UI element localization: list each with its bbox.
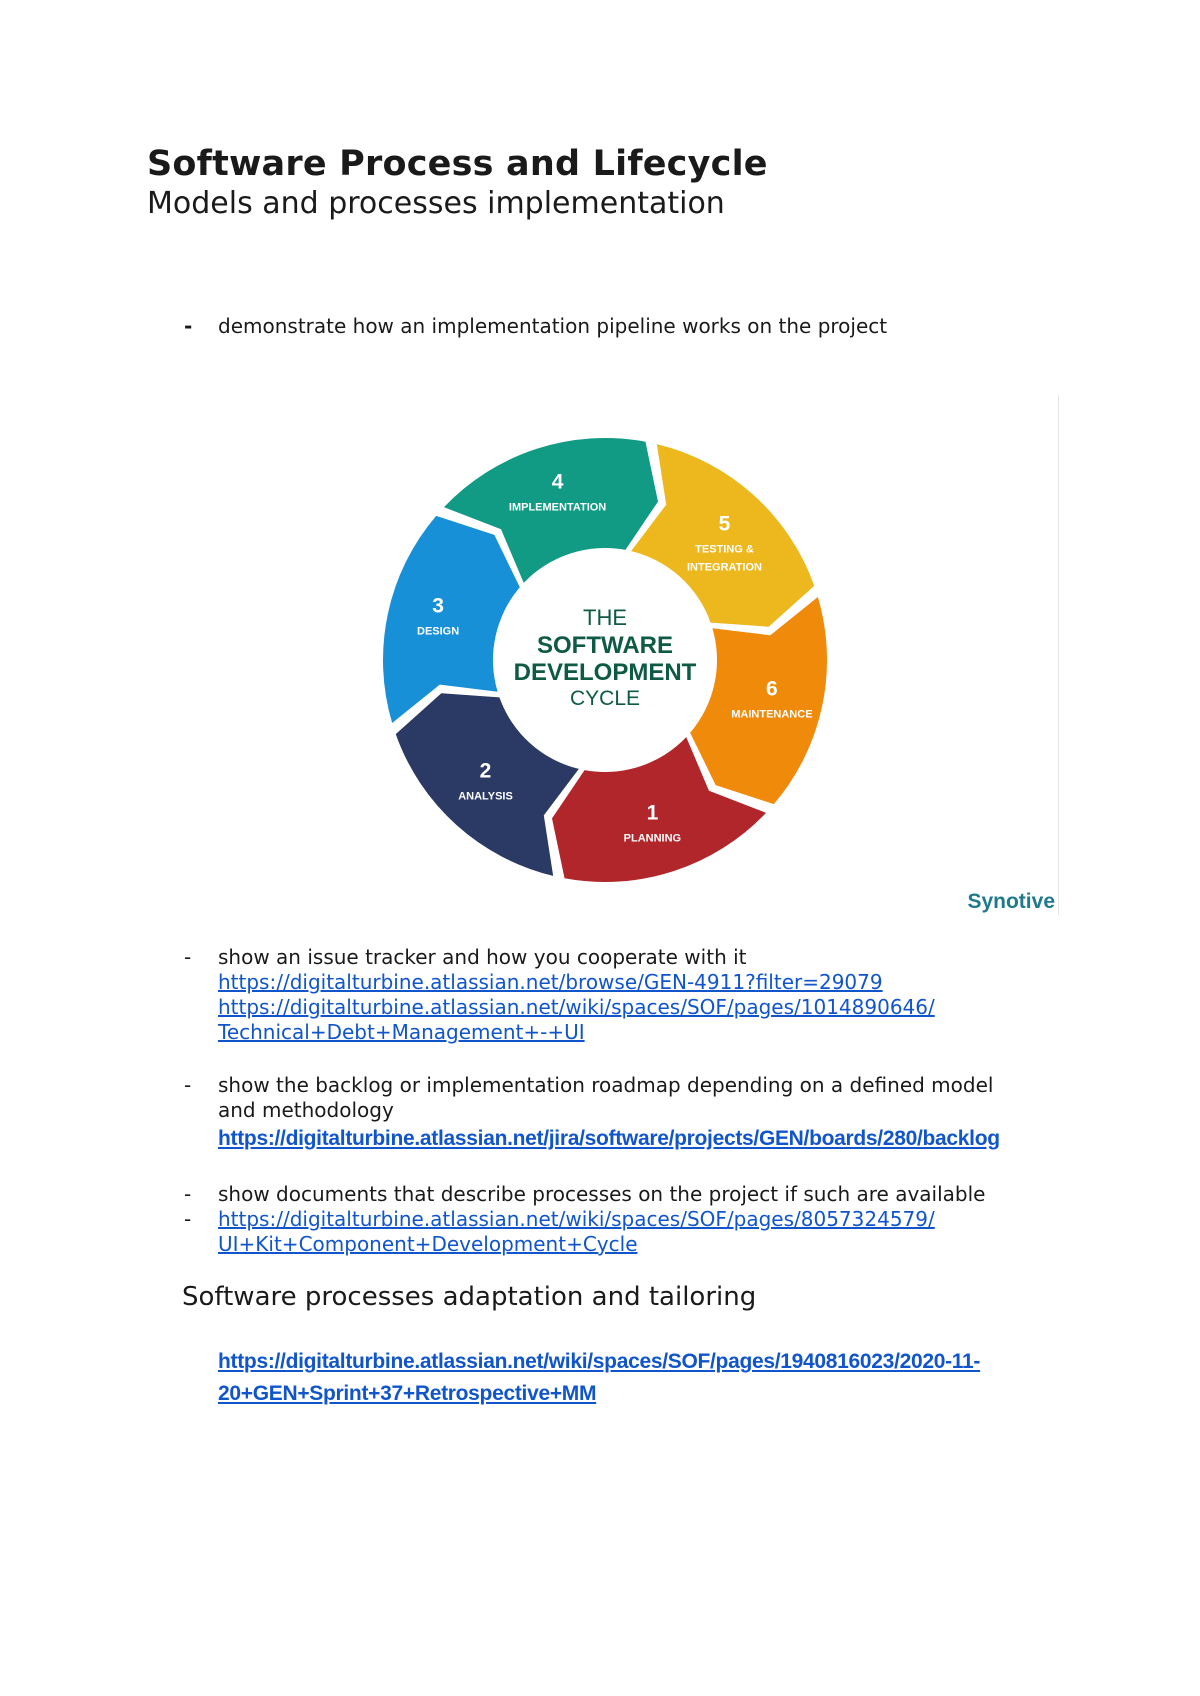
- stage-label-1: PLANNING: [623, 832, 682, 845]
- link-ui-kit-line2[interactable]: UI+Kit+Component+Development+Cycle: [218, 1232, 638, 1256]
- page-title: Software Process and Lifecycle: [147, 144, 768, 184]
- stage-label-3: DESIGN: [417, 625, 460, 638]
- bullet-text-issue-tracker: show an issue tracker and how you cooperate with it: [218, 945, 747, 969]
- synotive-logo: Synotive: [967, 890, 1055, 913]
- bullet-marker: -: [184, 1073, 192, 1097]
- cycle-segment-6: [690, 597, 827, 804]
- link-ui-kit-line1[interactable]: https://digitalturbine.atlassian.net/wiki/spaces/SOF/pages/8057324579/: [218, 1207, 935, 1231]
- cycle-segment-3: [383, 516, 520, 723]
- center-text-the: THE: [583, 605, 627, 630]
- stage-label2-5: INTEGRATION: [686, 561, 762, 574]
- stage-label-6: MAINTENANCE: [731, 708, 813, 721]
- stage-label-4: IMPLEMENTATION: [508, 501, 607, 514]
- bullet-text-backlog-line2: and methodology: [218, 1098, 394, 1122]
- link-tech-debt-line2[interactable]: Technical+Debt+Management+-+UI: [218, 1020, 585, 1044]
- link-retrospective-line1[interactable]: https://digitalturbine.atlassian.net/wiki/spaces/SOF/pages/1940816023/2020-11-: [218, 1350, 981, 1373]
- center-text-development: DEVELOPMENT: [513, 659, 697, 686]
- page-subtitle: Models and processes implementation: [147, 186, 725, 221]
- sdlc-cycle-svg: [380, 395, 1060, 915]
- bullet-text-backlog-line1: show the backlog or implementation roadmap depending on a defined model: [218, 1073, 994, 1097]
- link-backlog[interactable]: https://digitalturbine.atlassian.net/jira/software/projects/GEN/boards/280/backlog: [218, 1127, 1000, 1150]
- stage-label-2: ANALYSIS: [458, 790, 513, 803]
- bullet-marker: -: [184, 945, 192, 969]
- stage-label-5: TESTING &: [695, 543, 754, 556]
- figure-border: [1058, 395, 1059, 915]
- stage-number-2: 2: [479, 759, 492, 783]
- stage-number-6: 6: [766, 677, 778, 701]
- bullet-marker: -: [184, 314, 193, 338]
- bullet-text-pipeline: demonstrate how an implementation pipeline works on the project: [218, 314, 888, 338]
- sdlc-diagram: [380, 395, 1060, 915]
- bullet-marker: -: [184, 1182, 192, 1206]
- link-issue-tracker[interactable]: https://digitalturbine.atlassian.net/browse/GEN-4911?filter=29079: [218, 970, 883, 994]
- bullet-text-documents: show documents that describe processes on the project if such are available: [218, 1182, 986, 1206]
- stage-number-4: 4: [551, 470, 564, 494]
- center-text-software: SOFTWARE: [537, 632, 673, 659]
- section-heading-adaptation: Software processes adaptation and tailoring: [182, 1282, 757, 1312]
- stage-number-1: 1: [646, 801, 659, 825]
- link-retrospective-line2[interactable]: 20+GEN+Sprint+37+Retrospective+MM: [218, 1382, 597, 1405]
- stage-number-5: 5: [718, 512, 731, 536]
- bullet-marker: -: [184, 1207, 192, 1231]
- center-text-cycle: CYCLE: [569, 687, 641, 710]
- link-tech-debt-line1[interactable]: https://digitalturbine.atlassian.net/wiki/spaces/SOF/pages/1014890646/: [218, 995, 935, 1019]
- stage-number-3: 3: [432, 594, 444, 618]
